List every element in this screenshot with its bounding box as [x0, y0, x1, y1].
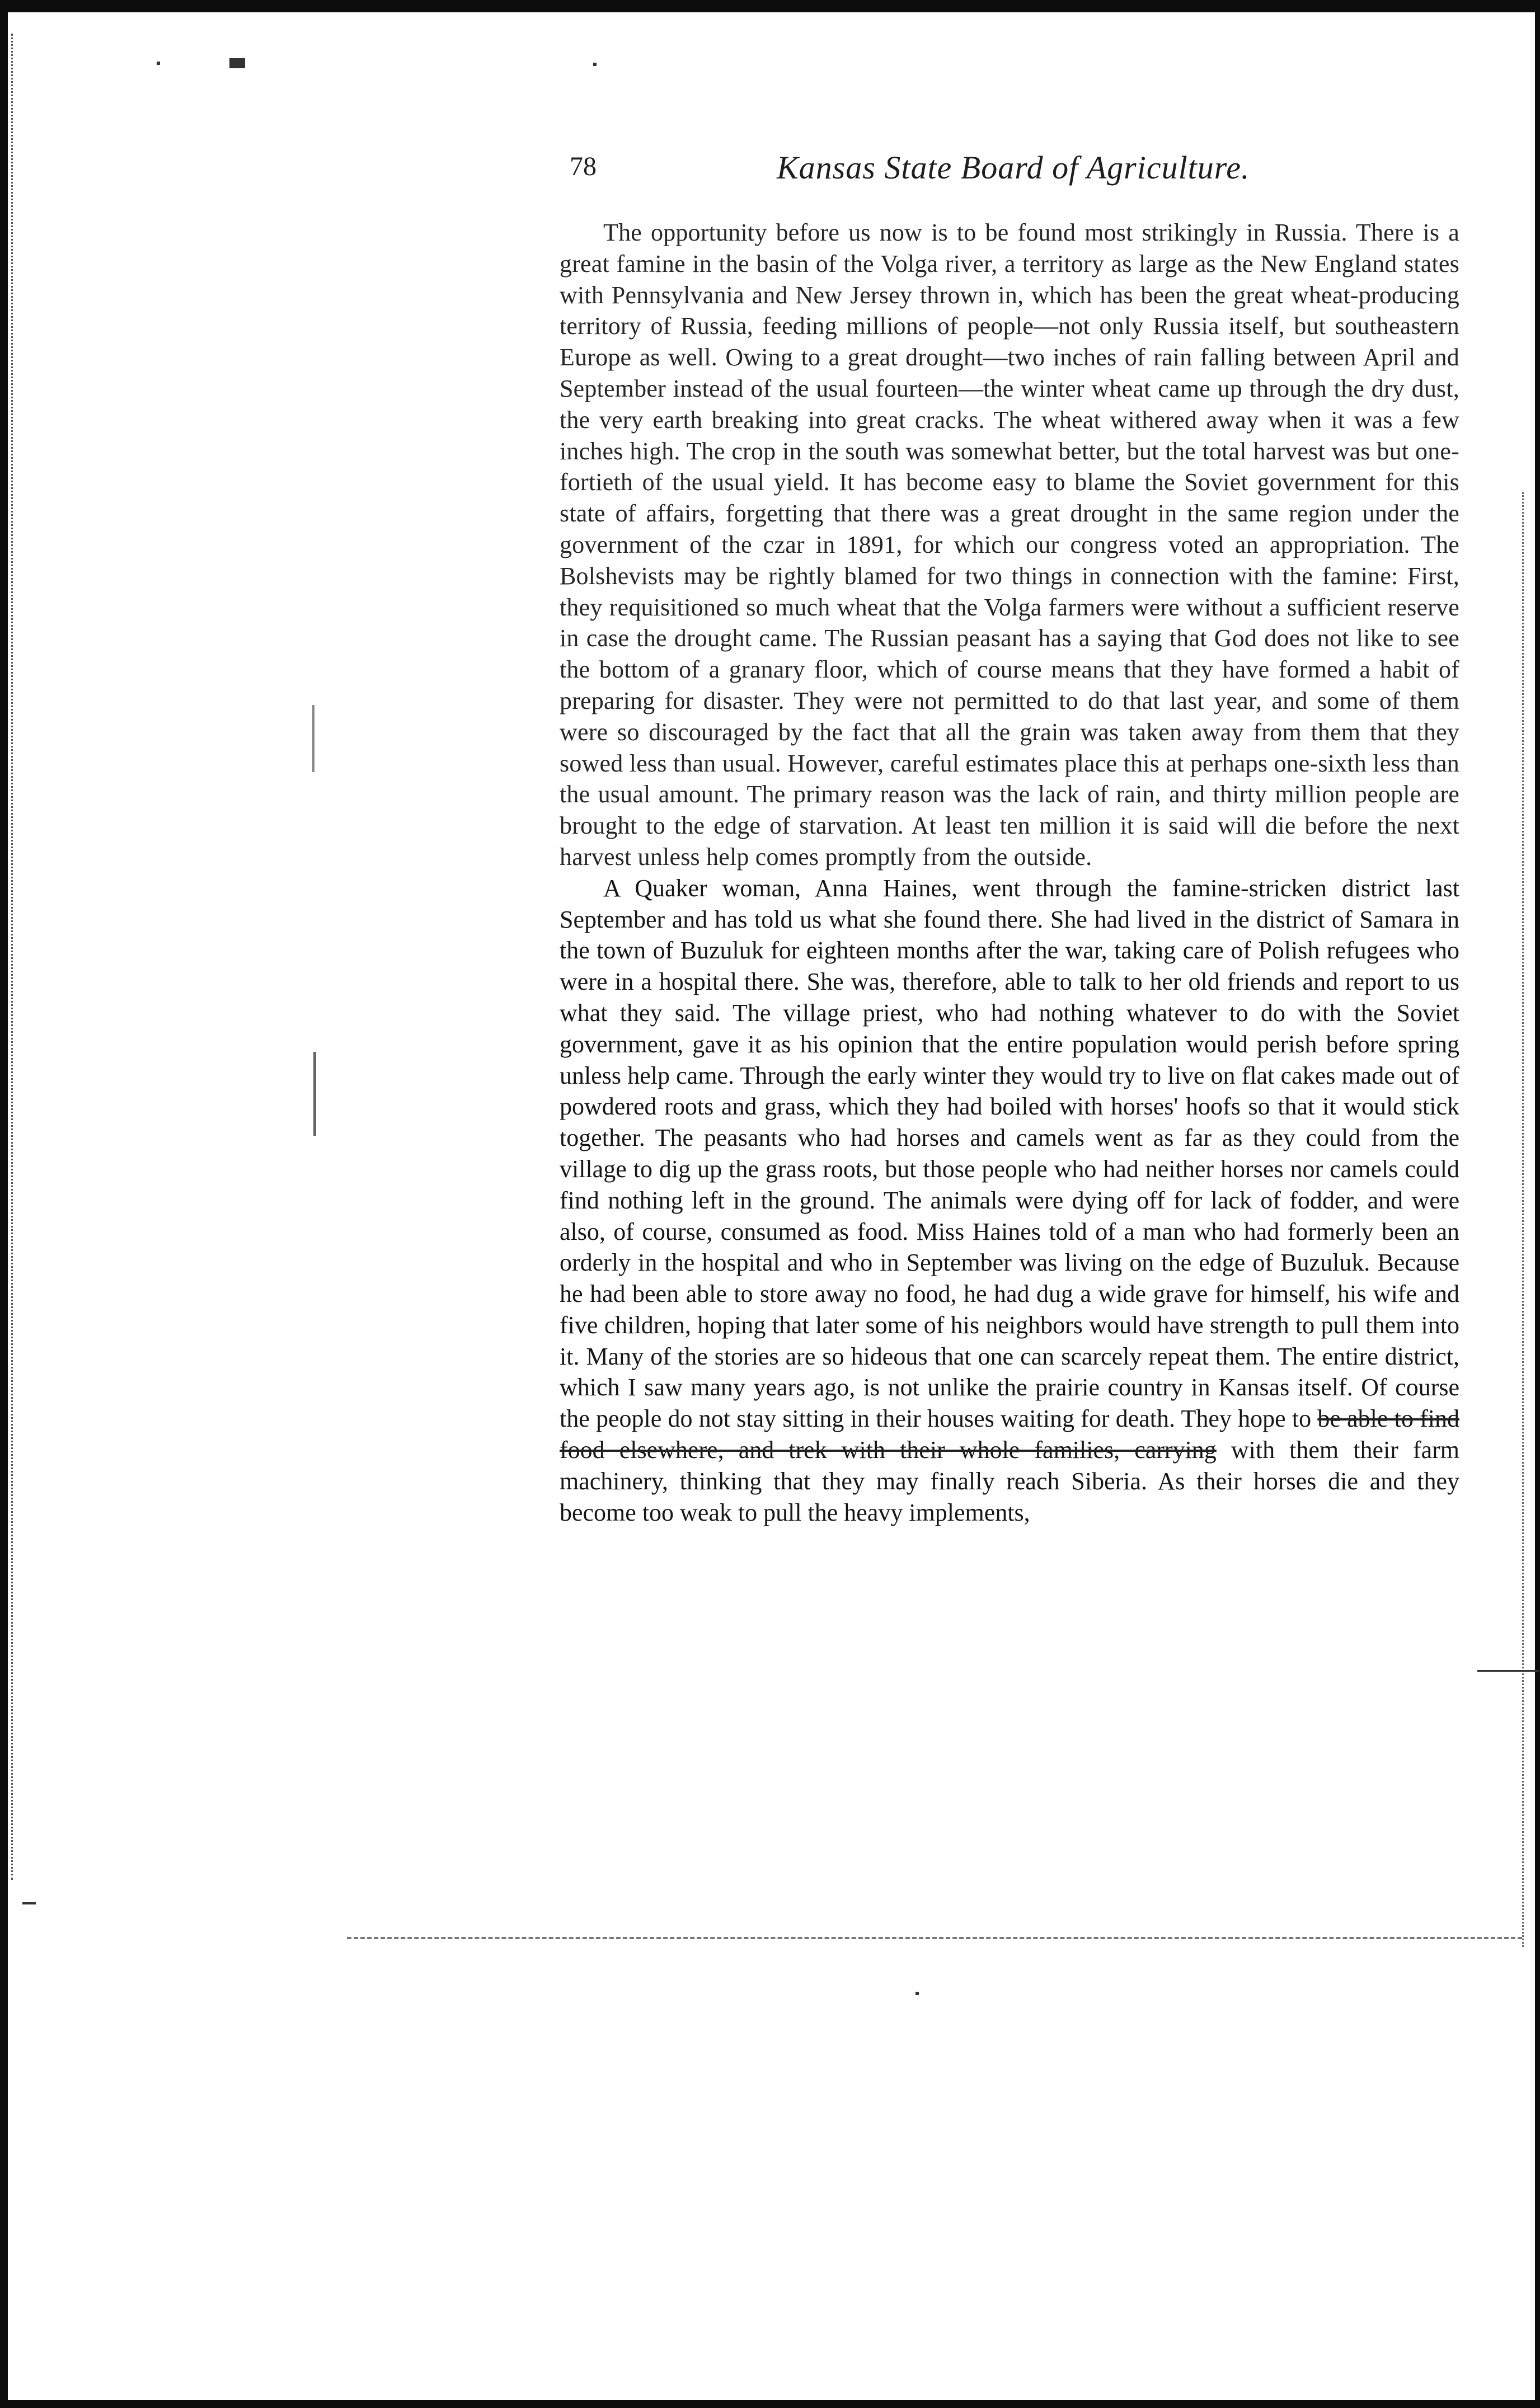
running-title: Kansas State Board of Agriculture.	[777, 149, 1250, 186]
page-header	[570, 150, 1454, 189]
scan-crop-line	[347, 1937, 1522, 1939]
scan-speck	[312, 705, 314, 772]
scan-border-top	[0, 0, 1540, 12]
scan-border-right	[1535, 0, 1540, 2408]
page-number: 78	[570, 152, 597, 181]
scan-speck	[313, 1052, 316, 1136]
scan-speck	[229, 58, 245, 68]
scan-speck	[593, 63, 597, 66]
paragraph-text: with them their farm machinery, thinking that they may finally reach Siberia. As their horses die and they become too weak to pull the heavy implements,	[560, 1436, 1459, 1526]
scan-border-left	[0, 0, 8, 2408]
struck-through-text: be able to find food elsewhere, and trek with their whole families, carrying	[560, 1405, 1459, 1464]
scan-margin-dots-right	[1522, 492, 1525, 1947]
body-text	[560, 217, 1459, 1528]
scan-margin-dots-left	[11, 34, 15, 1880]
scan-speck	[915, 1992, 919, 1995]
scan-speck	[22, 1902, 36, 1904]
paragraph: The opportunity before us now is to be found most strikingly in Russia. There is a great famine in the basin of the Volga river, a territory as large as the New England states with Pennsylvania and New Jersey thrown in, which has been the great wheat-producing territory of Russia, feeding millions of people—not only Russia itself, but southeastern Europe as well. Owing to a great drought—two inches of rain falling between April and September instead of the usual fourteen—the winter wheat came up through the dry dust, the very earth breaking into great cracks. The wheat withered away when it was a few inches high. The crop in the south was somewhat better, but the total harvest was but one-fortieth of the usual yield. It has become easy to blame the Soviet government for this state of affairs, forgetting that there was a great drought in the same region under the government of the czar in 1891, for which our congress voted an appropriation. The Bolshevists may be rightly blamed for two things in connection with the famine: First, they requisitioned so much wheat that the Volga farmers were without a sufficient reserve in case the drought came. The Russian peasant has a saying that God does not like to see the bottom of a granary floor, which of course means that they have formed a habit of preparing for disaster. They were not permitted to do that last year, and some of them were so discouraged by the fact that all the grain was taken away from them that they sowed less than usual. However, careful estimates place this at perhaps one-sixth less than the usual amount. The primary reason was the lack of rain, and thirty million people are brought to the edge of starvation. At least ten million it is said will die before the next harvest unless help comes promptly from the outside.	[560, 219, 1459, 871]
scan-speck	[157, 62, 160, 65]
scan-speck	[1477, 1670, 1539, 1672]
paragraph-text: A Quaker woman, Anna Haines, went through the famine-stricken district last September and has told us what she found there. She had lived in the district of Samara in the town of Buzuluk for eighteen months after the war, taking care of Polish refugees who were in a hospital there. She was, therefore, able to talk to her old friends and report to us what they said. The village priest, who had nothing whatever to do with the Soviet government, gave it as his opinion that the entire population would perish before spring unless help came. Through the early winter they would try to live on flat cakes made out of powdered roots and grass, which they had boiled with horses' hoofs so that it would stick together. The peasants who had horses and camels went as far as they could from the village to dig up the grass roots, but those people who had neither horses nor camels could find nothing left in the ground. The animals were dying off for lack of fodder, and were also, of course, consumed as food. Miss Haines told of a man who had formerly been an orderly in the hospital and who in September was living on the edge of Buzuluk. Because he had been able to store away no food, he had dug a wide grave for himself, his wife and five children, hoping that later some of his neighbors would have strength to pull them into it. Many of the stories are so hideous that one can scarcely repeat them. The entire district, which I saw many years ago, is not unlike the prairie country in Kansas itself. Of course the people do not stay sitting in their houses waiting for death. They hope to	[560, 874, 1459, 1433]
scan-border-bottom	[0, 2400, 1540, 2408]
paragraph	[560, 873, 1459, 1528]
